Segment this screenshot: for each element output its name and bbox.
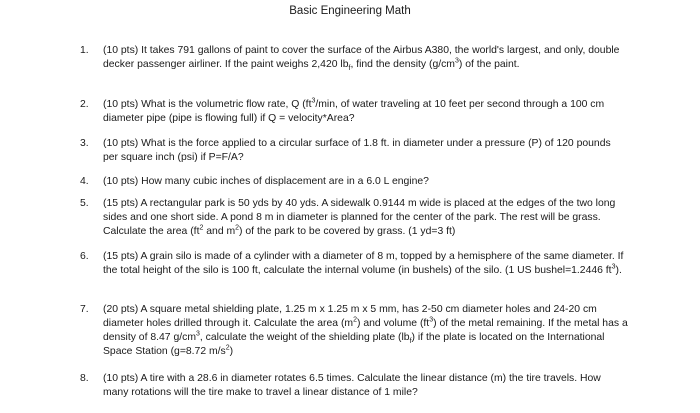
question-number: 6. <box>80 251 89 262</box>
question-text: (10 pts) How many cubic inches of displacement are in a 6.0 L engine? <box>103 176 429 187</box>
question-number: 4. <box>80 176 89 187</box>
question-number: 8. <box>80 373 89 384</box>
question-number: 3. <box>80 138 89 149</box>
question-3 <box>80 137 628 165</box>
question-text: (10 pts) A tire with a 28.6 in diameter rotates 6.5 times. Calculate the linear distance (m) the tire travels. How many rotations will the tire make to travel a linear distance of 1 mile? <box>103 373 601 398</box>
question-text: (20 pts) A square metal shielding plate, 1.25 m x 1.25 m x 5 mm, has 2-50 cm diameter holes and 24-20 cm diameter holes drilled through it. Calculate the area $(m^2)$ and volume $(ft^3)$ of the metal remaining. If the metal has a density of 8.47 $g/cm^3$, calculate the weight of the shielding plate $(lb_f)$ if the plate is located on the International Space Station (g=8.72 $m/s^2$) <box>103 304 628 357</box>
question-7 <box>80 303 628 359</box>
question-text: (10 pts) What is the volumetric flow rate, Q ($ft^3/\min$, of water traveling at 10 feet per second through a 100 cm diameter pipe (pipe is flowing full) if Q = velocity*Area? <box>103 97 605 124</box>
question-8 <box>80 372 628 400</box>
question-number: 2. <box>80 99 89 110</box>
question-1 <box>80 44 628 72</box>
question-number: 7. <box>80 304 89 315</box>
question-number: 1. <box>80 45 89 56</box>
question-text: (10 pts) What is the force applied to a circular surface of 1.8 ft. in diameter under a pressure (P) of 120 pounds per square inch (psi) if P=F/A? <box>103 138 611 163</box>
question-5 <box>80 197 628 239</box>
question-4 <box>80 175 628 189</box>
question-2 <box>80 98 628 126</box>
page-title: Basic Engineering Math <box>289 5 411 17</box>
question-text: (15 pts) A rectangular park is 50 yds by 40 yds. A sidewalk 0.9144 m wide is placed at the edges of the two long sides and one short side. A pond 8 m in diameter is planned for the center of the park. The rest will be grass. Calculate the area ($ft^2$ and $m^2$) of the park to be covered by grass. (1 yd=3 ft) <box>103 198 616 237</box>
question-text: (15 pts) A grain silo is made of a cylinder with a diameter of 8 m, topped by a hemisphere of the same diameter. If the total height of the silo is 100 ft, calculate the internal volume (in bushels) of the silo. (1 US bushel=1.2446 $ft^3$). <box>103 251 624 276</box>
question-number: 5. <box>80 198 89 209</box>
question-6 <box>80 250 628 278</box>
question-text: (10 pts) It takes 791 gallons of paint to cover the surface of the Airbus A380, the world's largest, and only, double decker passenger airliner. If the paint weighs 2,420 $lb_f$, find the density $(g/cm^3)$ of the paint. <box>103 45 620 73</box>
